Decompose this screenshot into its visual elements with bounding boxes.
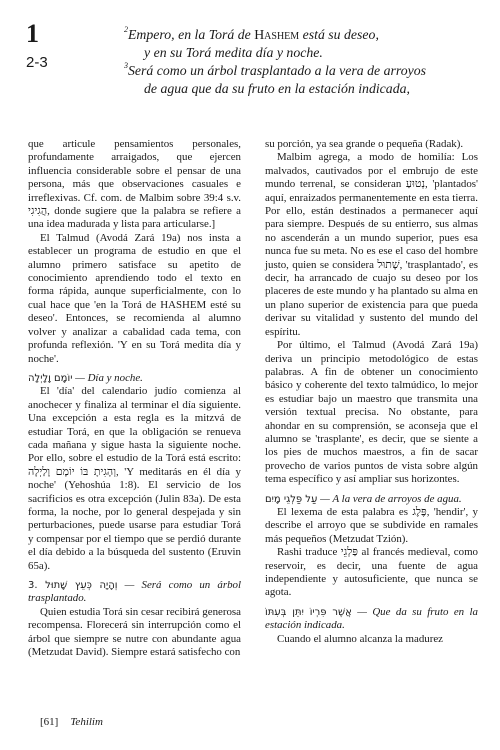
verse-text bbox=[124, 26, 479, 98]
right-lemma-2: אֲשֶׁר פִּרְיוֹ יִתֵּן בְּעִתּוֹ — Que da su fruto en la estación indicada. bbox=[265, 605, 478, 632]
left-paragraph-4: Quien estudia Torá sin cesar recibirá generosa recompensa. Florecerá sin interrupción como el árbol que siempre se nutre con abundante agua (Metzudat David). Siempre estará satisfecho con bbox=[28, 605, 241, 659]
right-paragraph-1: su porción, ya sea grande o pequeña (Radak). bbox=[265, 138, 464, 150]
verse-2-line-1: $^2$Empero, en la Torá de Hashem está su deseo, bbox=[124, 25, 379, 42]
left-paragraph-2: El Talmud (Avodá Zará 19a) nos insta a establecer un programa de estudio en que el alumno primero satisface su apetito de conocimiento aprendiendo todo el texto en forma rápida, aunque superficialmente, con lo cual hace que 'en la Torá de HASHEM esté su deseo'. Entonces, se recomienda al alumno volver y analizar a cabalidad cada tema, con profunda reflexión. 'Y en su Torá medita día y noche'. bbox=[28, 231, 241, 365]
right-paragraph-4: El lexema de esta palabra es פֶּלֶג, 'hendir', y describe el arroyo que se subdivide en ramales más pequeños (Metzudat Tzión). bbox=[265, 505, 478, 545]
left-paragraph-1: que articule pensamientos personales, profundamente arraigados, que ejercen influencia considerable sobre el pensar de una persona, más que observaciones casuales e irreflexivas. Cf. com. de Malbim sobre 39:4 s.v. הֲגִיגִי, donde sugiere que la palabra se refiere a una idea madurada y lista para articularse.] bbox=[28, 138, 241, 231]
verse-range: 2-3 bbox=[26, 54, 48, 71]
left-lemma-2: 3. וְהָיָה כְּעֵץ שָׁתוּל — Será como un árbol trasplantado. bbox=[28, 579, 241, 605]
commentary-right-column bbox=[265, 138, 478, 646]
verse-3-line-1: $^3$Será como un árbol trasplantado a la vera de arroyos bbox=[124, 61, 427, 78]
right-paragraph-5: Rashi traduce פַּלְגֵי al francés medieval, como reservoir, es decir, una fuente de agua independiente y autosuficiente, que nunca se agota. bbox=[265, 546, 478, 599]
right-paragraph-6: Cuando el alumno alcanza la madurez bbox=[277, 632, 444, 645]
verse-header bbox=[26, 20, 476, 130]
right-paragraph-3: Por último, el Talmud (Avodá Zará 19a) deriva un principio metodológico de estas palabras. A fin de obtener un conocimiento básico y coherente del texto talmúdico, lo mejor es estudiar bajo un maestro que transmita una versión textual precisa. No obstante, para ahondar en su comprensión, se aconseja que el alumno se 'trasplante', es decir, que se siente a los pies de muchos maestros, a fin de sacar provecho de varios puntos de vista sobre algún tema específico y así ampliar sus horizontes. bbox=[265, 339, 478, 486]
right-lemma-1: עַל פַּלְגֵי מָיִם — A la vera de arroyos de agua. bbox=[265, 492, 462, 505]
hashem-name: Hashem bbox=[254, 27, 300, 42]
left-lemma-1: יוֹמָם וָלָיְלָה — Día y noche. bbox=[28, 371, 143, 384]
verse-3-line-2: de agua que da su fruto en la estación indicada, bbox=[144, 81, 410, 96]
page-number: [61] bbox=[40, 716, 59, 728]
chapter-number: 1 bbox=[26, 19, 39, 48]
page-footer bbox=[40, 716, 103, 728]
left-paragraph-3: El 'día' del calendario judío comienza al anochecer y finaliza al terminar el día siguiente. Una excepción a esta regla es la mitzvá de estudiar Torá, en que la obligación se renueva cada mañana y sigue hasta la siguiente noche. Por ello, sobre el estudio de la Torá está escrito: וְהָגִיתָ בּוֹ יוֹמָם וָלַיְלָה, 'Y meditarás en él día y noche' (Yehoshúa 1:8). El servicio de los sacrificios es otra excepción (Julin 83a). De esta forma, la noche, por lo general despejada y sin perturbaciones, puede usarse para estudiar Torá y compensar por el tiempo que se perdió durante el día debido a la búsqueda del sustento (Eruvin 65a). bbox=[28, 385, 241, 572]
commentary-left-column bbox=[28, 138, 241, 659]
book-title: Tehilim bbox=[70, 716, 103, 728]
verse-2-line-2: y en su Torá medita día y noche. bbox=[144, 45, 323, 60]
right-paragraph-2: Malbim agrega, a modo de homilía: Los malvados, cautivados por el embrujo de este mundo terrenal, se consideran נְטוּעַ, 'plantados' aquí, enraizados permanentemente en esta tierra. Por ello, están destinados a permanecer aquí para siempre. Después de su entierro, sus almas no ascenderán a un mundo superior, pues esa nunca fue su meta. No es ese el caso del hombre justo, quien se considera שָׁתוּל, 'trasplantado', es decir, ha arrancado de cuajo su deseo por los placeres de este mundo y ha plantado su alma en un plano superior de existencia para que pueda derivar su vitalidad y sustento del mundo del espíritu. bbox=[265, 151, 478, 338]
